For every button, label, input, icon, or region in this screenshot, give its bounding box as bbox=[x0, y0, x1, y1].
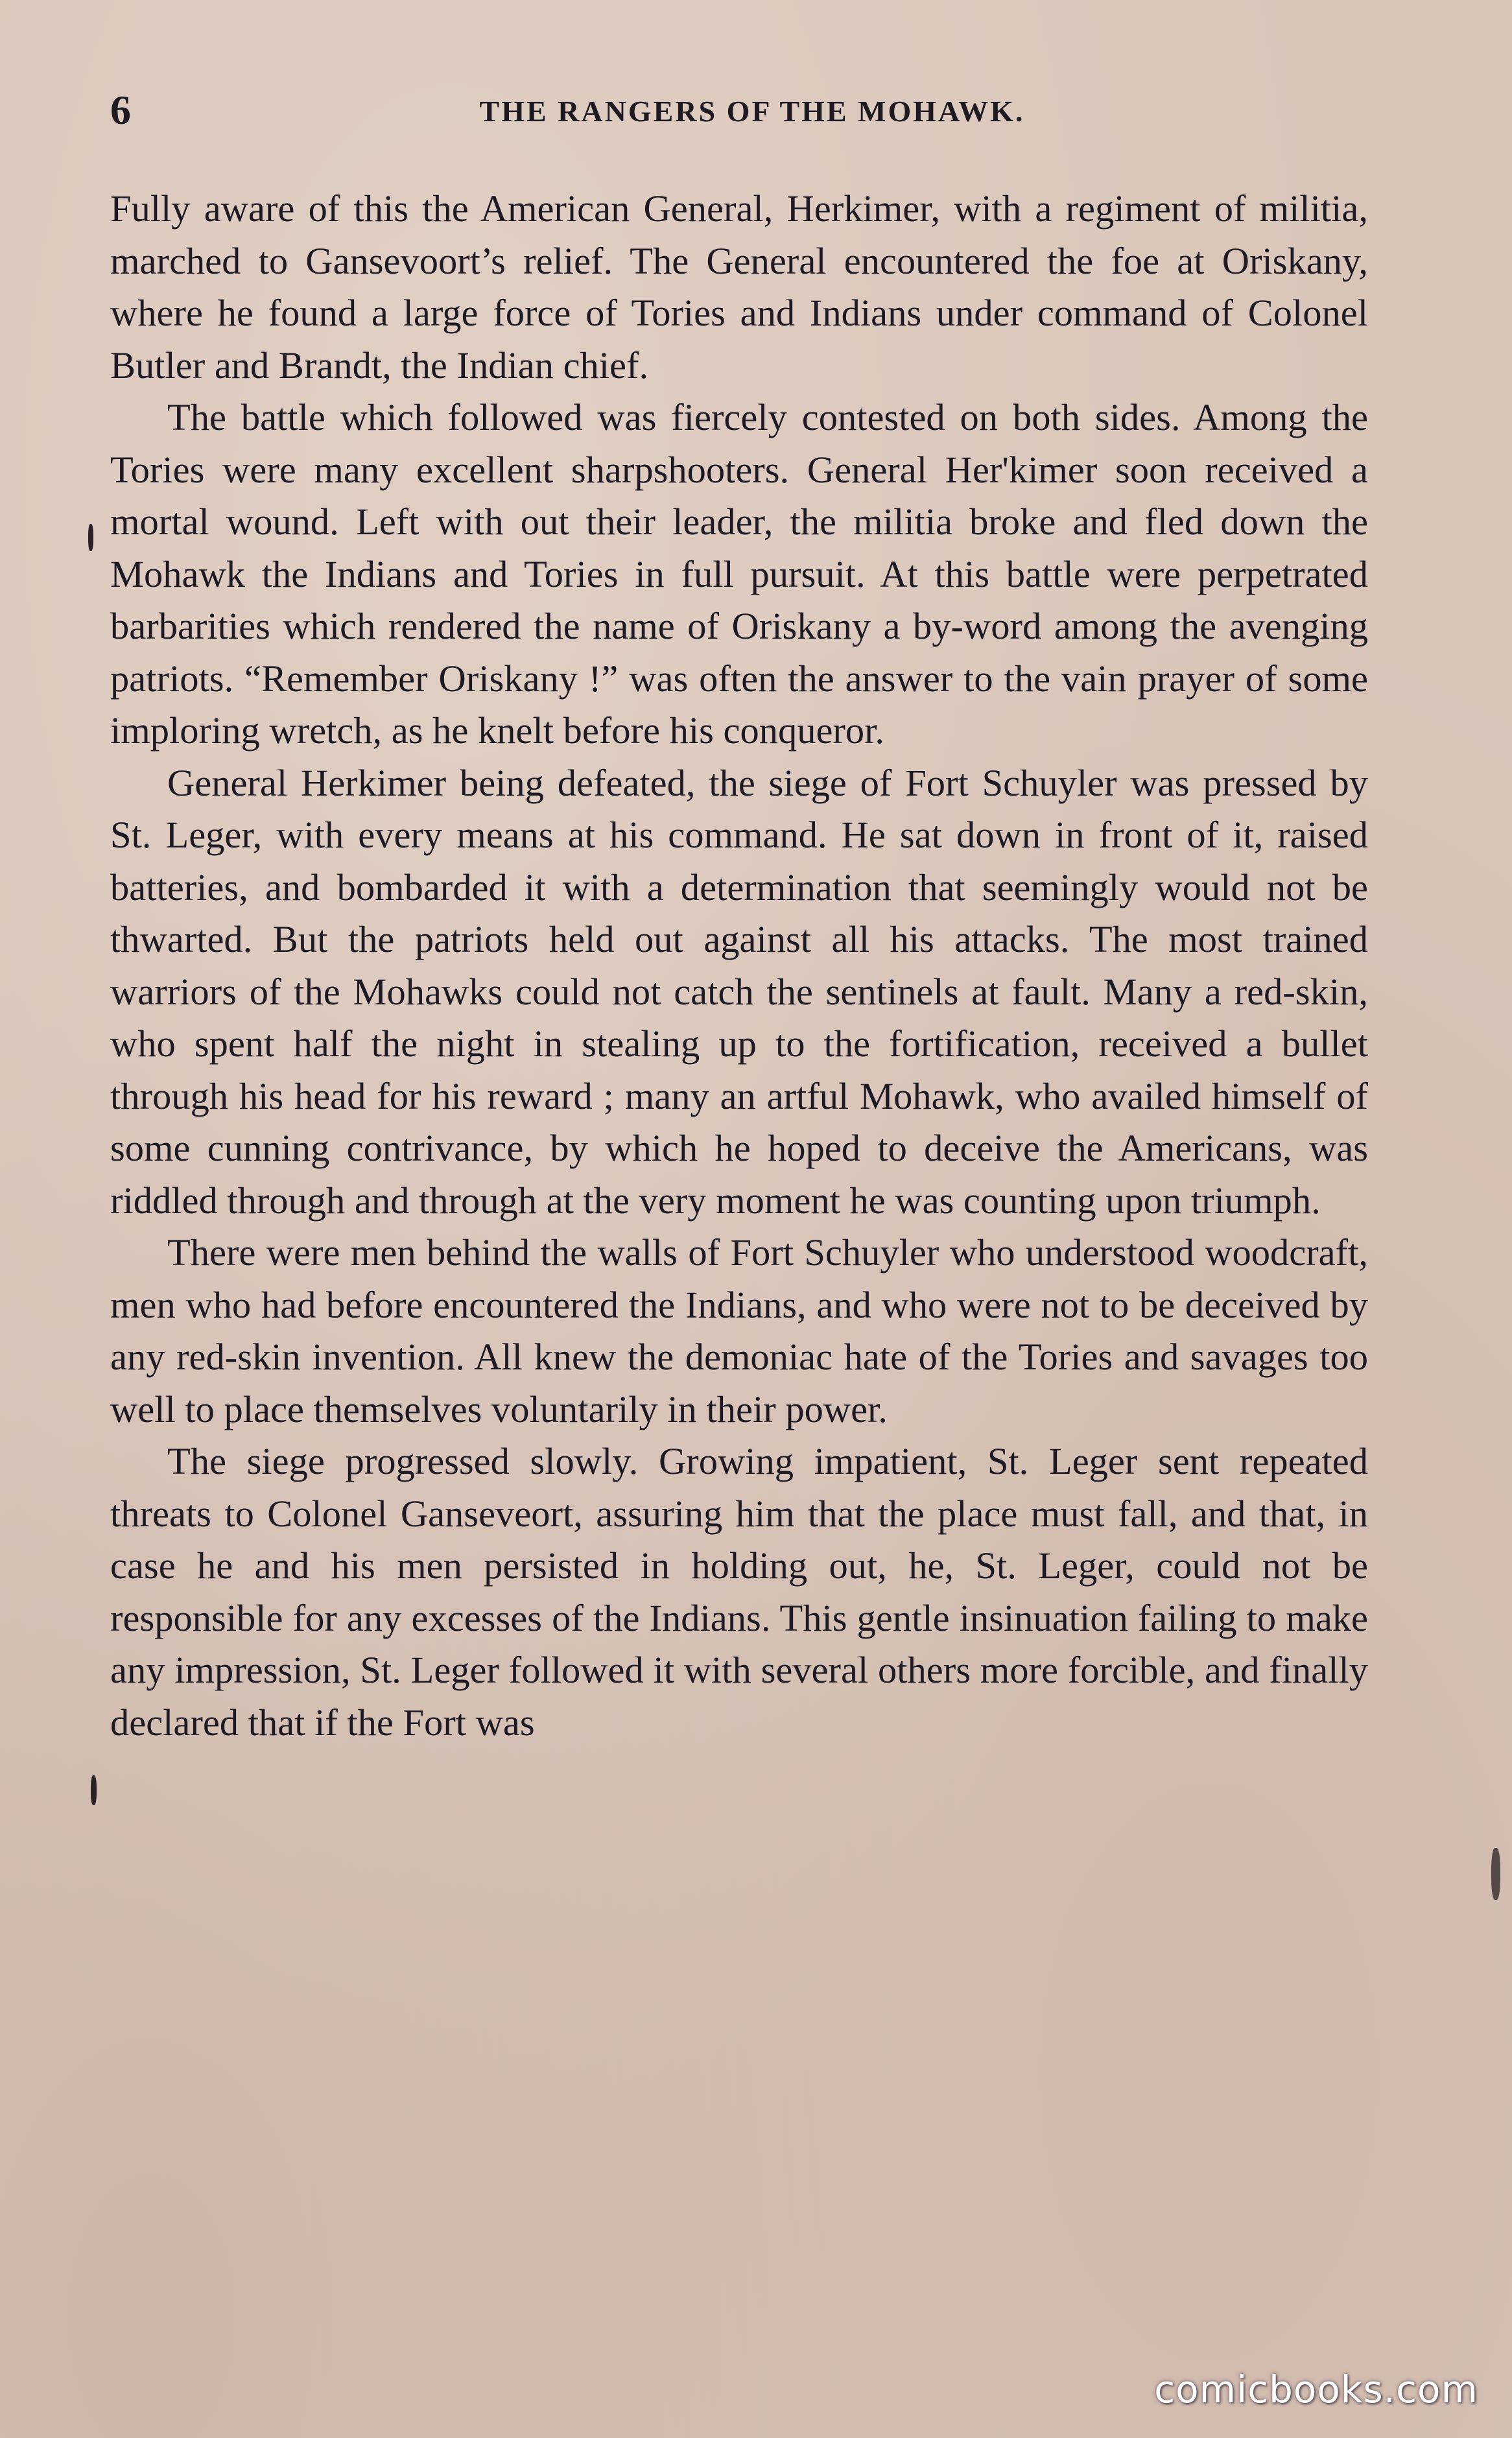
paragraph-3: General Herkimer being defeated, the siege of Fort Schuyler was pressed by St. Leger, with every means at his command. He sat down in front of it, raised batteries, and bombarded it with a determination that seemingly would not be thwarted. But the patriots held out against all his attacks. The most trained warriors of the Mohawks could not catch the sentinels at fault. Many a red-skin, who spent half the night in stealing up to the fortification, received a bullet through his head for his reward ; many an artful Mohawk, who availed himself of some cunning contrivance, by which he hoped to deceive the Americans, was riddled through and through at the very moment he was counting upon triumph. bbox=[110, 761, 1368, 1222]
running-title: THE RANGERS OF THE MOHAWK. bbox=[479, 95, 1025, 128]
running-head bbox=[110, 78, 1368, 136]
site-watermark: comicbooks.com bbox=[1154, 2367, 1478, 2411]
paragraph-2: The battle which followed was fiercely contested on both sides. Among the Tories were many excellent sharpshooters. General Her'kimer soon received a mortal wound. Left with out their leader, the militia broke and fled down the Mohawk the Indians and Tories in full pursuit. At this battle were perpetrated barbarities which rendered the name of Oriskany a by-word among the avenging patriots. “Remember Oriskany !” was often the answer to the vain prayer of some imploring wretch, as he knelt before his conqueror. bbox=[110, 396, 1368, 752]
paragraph-5: The siege progressed slowly. Growing impatient, St. Leger sent repeated threats to Colonel Ganseveort, assuring him that the place must fall, and that, in case he and his men persisted in holding out, he, St. Leger, could not be responsible for any excesses of the Indians. This gentle insinuation failing to make any impression, St. Leger followed it with several others more forcible, and finally declared that if the Fort was bbox=[110, 1440, 1368, 1744]
print-speck bbox=[1491, 1848, 1500, 1900]
paragraph-4: There were men behind the walls of Fort Schuyler who understood woodcraft, men who had before encountered the Indians, and who were not to be deceived by any red-skin invention. All knew the demoniac hate of the Tories and savages too well to place themselves voluntarily in their power. bbox=[110, 1231, 1368, 1430]
print-speck bbox=[91, 1775, 97, 1805]
paragraph-1: Fully aware of this the American General, Herkimer, with a regiment of militia, marched to Gansevoort’s relief. The General encountered the foe at Oriskany, where he found a large force of Tories and Indians under command of Colonel Butler and Brandt, the Indian chief. bbox=[110, 187, 1368, 386]
print-speck bbox=[88, 524, 93, 551]
body-text bbox=[110, 183, 1368, 1749]
page-number: 6 bbox=[110, 87, 131, 133]
